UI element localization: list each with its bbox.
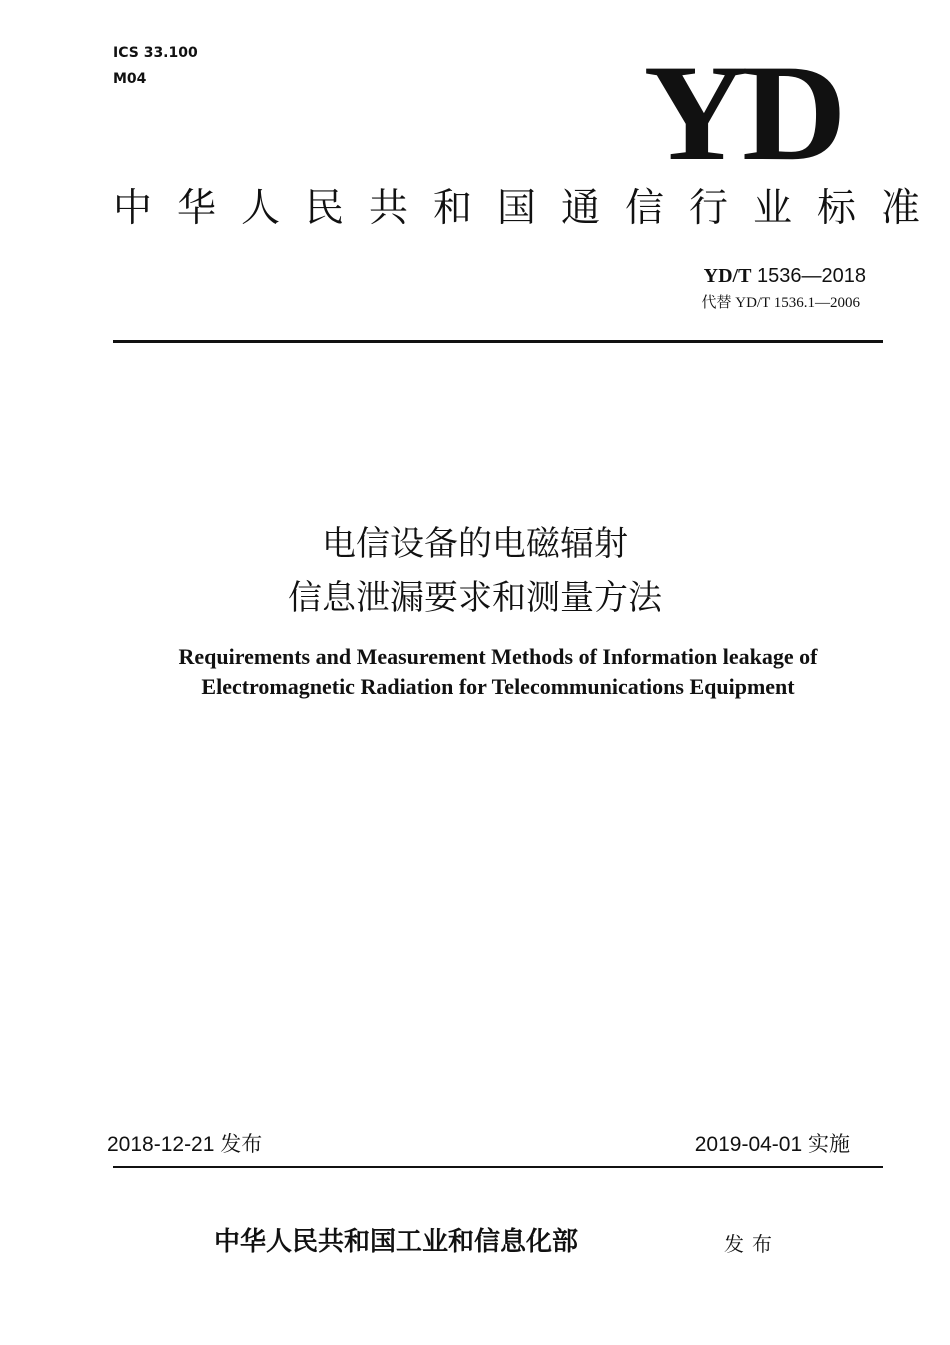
standard-code-number: 1536—2018 bbox=[757, 265, 866, 287]
top-divider bbox=[113, 340, 883, 343]
title-en-line1: Requirements and Measurement Methods of Information leakage of bbox=[178, 644, 818, 669]
title-cn-line1: 电信设备的电磁辐射 bbox=[322, 524, 628, 564]
replaces-standard: 代替 YD/T 1536.1—2006 bbox=[701, 295, 860, 311]
implementation-date bbox=[695, 1130, 850, 1159]
implementation-date-value: 2019-04-01 bbox=[694, 1133, 803, 1156]
publish-label: 发布 bbox=[724, 1232, 780, 1256]
issue-date-value: 2018-12-21 bbox=[107, 1133, 215, 1156]
standard-code bbox=[704, 264, 866, 288]
issue-date bbox=[107, 1130, 262, 1159]
standard-code-prefix: YD/T bbox=[703, 265, 752, 287]
bottom-divider bbox=[113, 1166, 883, 1168]
standard-type-heading: 中华人民共和国通信行业标准 bbox=[113, 186, 946, 231]
ics-code: ICS 33.100 bbox=[113, 45, 198, 61]
title-en-line2: Electromagnetic Radiation for Telecommunications Equipment bbox=[201, 674, 795, 699]
title-cn-line2: 信息泄漏要求和测量方法 bbox=[288, 578, 662, 618]
publisher-name: 中华人民共和国工业和信息化部 bbox=[214, 1227, 579, 1257]
ccs-code: M04 bbox=[113, 71, 147, 87]
yd-logo: YD bbox=[643, 36, 840, 189]
issue-date-label: 发布 bbox=[220, 1132, 263, 1156]
implementation-date-label: 实施 bbox=[808, 1132, 850, 1156]
